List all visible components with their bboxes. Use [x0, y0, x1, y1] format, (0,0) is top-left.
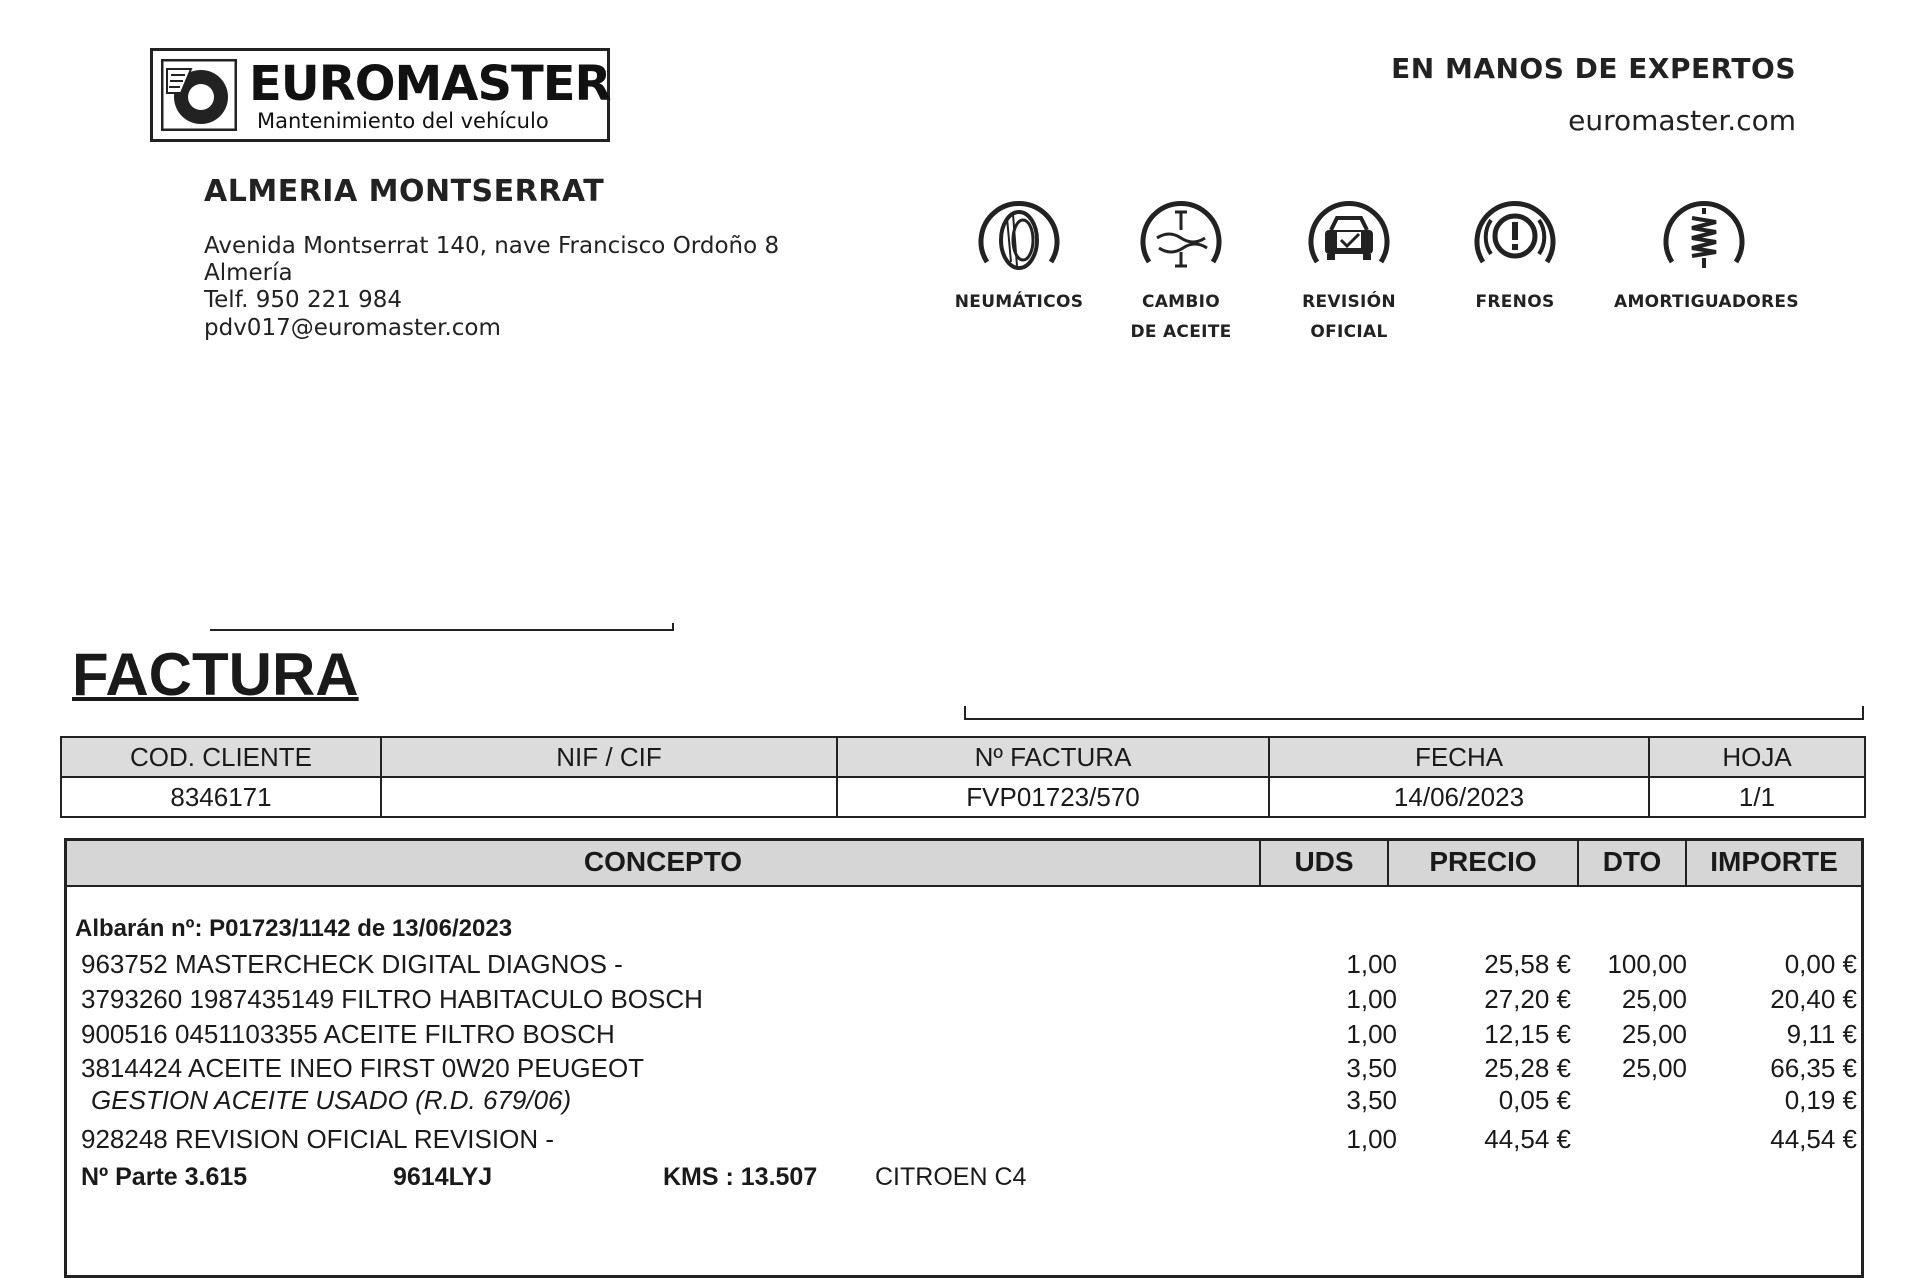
col-dto: DTO: [1579, 841, 1687, 885]
company-logo: [150, 48, 610, 142]
service-label-2: OFICIAL: [1310, 322, 1388, 342]
vehicle-info-row: [67, 1163, 1861, 1197]
line-precio: 25,58 €: [1484, 949, 1571, 979]
line-item: [67, 1124, 1861, 1158]
header-value-fecha: 14/06/2023: [1269, 777, 1649, 817]
line-precio: 0,05 €: [1498, 1085, 1571, 1115]
header-label-factura: Nº FACTURA: [837, 737, 1269, 777]
line-importe: 0,19 €: [1784, 1085, 1857, 1115]
oil-change-icon: [1129, 196, 1233, 284]
parte-number: Nº Parte 3.615: [81, 1163, 248, 1191]
line-precio: 27,20 €: [1484, 984, 1571, 1014]
line-uds: 1,00: [1346, 1124, 1397, 1154]
vehicle-model: CITROEN C4: [875, 1163, 1027, 1191]
service-amortiguadores: [1614, 196, 1799, 320]
col-precio: PRECIO: [1389, 841, 1579, 885]
line-importe: 44,54 €: [1770, 1124, 1857, 1154]
tire-icon: [967, 196, 1071, 284]
line-dto: 25,00: [1621, 1019, 1687, 1049]
branch-city: Almería: [204, 260, 293, 286]
service-label: CAMBIO: [1141, 292, 1221, 312]
line-precio: 12,15 €: [1484, 1019, 1571, 1049]
vehicle-kms: KMS : 13.507: [663, 1163, 818, 1191]
line-item: [67, 1053, 1861, 1087]
service-revision-oficial: [1274, 196, 1424, 344]
company-tagline: EN MANOS DE EXPERTOS: [1391, 52, 1796, 85]
line-desc: 928248 REVISION OFICIAL REVISION -: [81, 1124, 554, 1154]
header-label-nif: NIF / CIF: [381, 737, 837, 777]
lines-header: [67, 841, 1861, 887]
car-check-icon: [1297, 196, 1401, 284]
line-importe: 66,35 €: [1770, 1053, 1857, 1083]
line-uds: 3,50: [1346, 1053, 1397, 1083]
header-label-hoja: HOJA: [1649, 737, 1865, 777]
line-dto: 25,00: [1621, 1053, 1687, 1083]
albaran-reference: Albarán nº: P01723/1142 de 13/06/2023: [75, 915, 513, 942]
invoice-header-table: [60, 736, 1866, 818]
line-dto: 100,00: [1607, 949, 1687, 979]
line-precio: 44,54 €: [1484, 1124, 1571, 1154]
line-precio: 25,28 €: [1484, 1053, 1571, 1083]
service-label: REVISIÓN: [1302, 292, 1396, 312]
brake-warning-icon: [1463, 196, 1567, 284]
line-uds: 1,00: [1346, 949, 1397, 979]
branch-phone: Telf. 950 221 984: [204, 287, 403, 313]
line-uds: 1,00: [1346, 984, 1397, 1014]
header-label-fecha: FECHA: [1269, 737, 1649, 777]
address-window-bracket: [964, 706, 1864, 720]
service-label-2: DE ACEITE: [1130, 322, 1232, 342]
col-uds: UDS: [1261, 841, 1389, 885]
euromaster-emblem-icon: [161, 59, 237, 131]
line-importe: 9,11 €: [1786, 1019, 1857, 1049]
header-value-factura: FVP01723/570: [837, 777, 1269, 817]
branch-email: pdv017@euromaster.com: [204, 315, 501, 341]
line-item: [67, 949, 1861, 983]
header-value-cod-cliente: 8346171: [61, 777, 381, 817]
header-value-hoja: 1/1: [1649, 777, 1865, 817]
line-desc: 3814424 ACEITE INEO FIRST 0W20 PEUGEOT: [81, 1053, 645, 1083]
service-label: AMORTIGUADORES: [1614, 292, 1799, 312]
vehicle-plate: 9614LYJ: [393, 1163, 493, 1191]
line-desc: 3793260 1987435149 FILTRO HABITACULO BOSCH: [81, 984, 703, 1014]
document-title: FACTURA: [72, 641, 359, 708]
line-uds: 1,00: [1346, 1019, 1397, 1049]
shock-absorber-icon: [1652, 196, 1756, 284]
header-value-nif: [381, 777, 837, 817]
service-cambio-aceite: [1106, 196, 1256, 344]
line-desc: GESTION ACEITE USADO (R.D. 679/06): [91, 1085, 572, 1115]
service-frenos: [1440, 196, 1590, 320]
line-dto: 25,00: [1621, 984, 1687, 1014]
line-desc: 963752 MASTERCHECK DIGITAL DIAGNOS -: [81, 949, 623, 979]
col-concepto: CONCEPTO: [67, 841, 1261, 885]
line-desc: 900516 0451103355 ACEITE FILTRO BOSCH: [81, 1019, 615, 1049]
header-label-cod-cliente: COD. CLIENTE: [61, 737, 381, 777]
line-importe: 20,40 €: [1770, 984, 1857, 1014]
company-website: euromaster.com: [1568, 104, 1796, 137]
line-uds: 3,50: [1346, 1085, 1397, 1115]
address-window-line: [210, 623, 674, 631]
branch-address: Avenida Montserrat 140, nave Francisco Ordoño 8: [204, 233, 780, 259]
service-neumaticos: [944, 196, 1094, 320]
service-label: FRENOS: [1475, 292, 1555, 312]
line-item: [67, 1019, 1861, 1053]
line-item: [67, 984, 1861, 1018]
line-item: [67, 1085, 1861, 1119]
col-importe: IMPORTE: [1710, 846, 1838, 877]
line-importe: 0,00 €: [1784, 949, 1857, 979]
logo-subtitle: Mantenimiento del vehículo: [257, 109, 549, 133]
logo-name: EUROMASTER: [249, 56, 611, 112]
invoice-lines: [64, 838, 1864, 1278]
service-label: NEUMÁTICOS: [954, 292, 1084, 312]
branch-name: ALMERIA MONTSERRAT: [204, 174, 605, 209]
